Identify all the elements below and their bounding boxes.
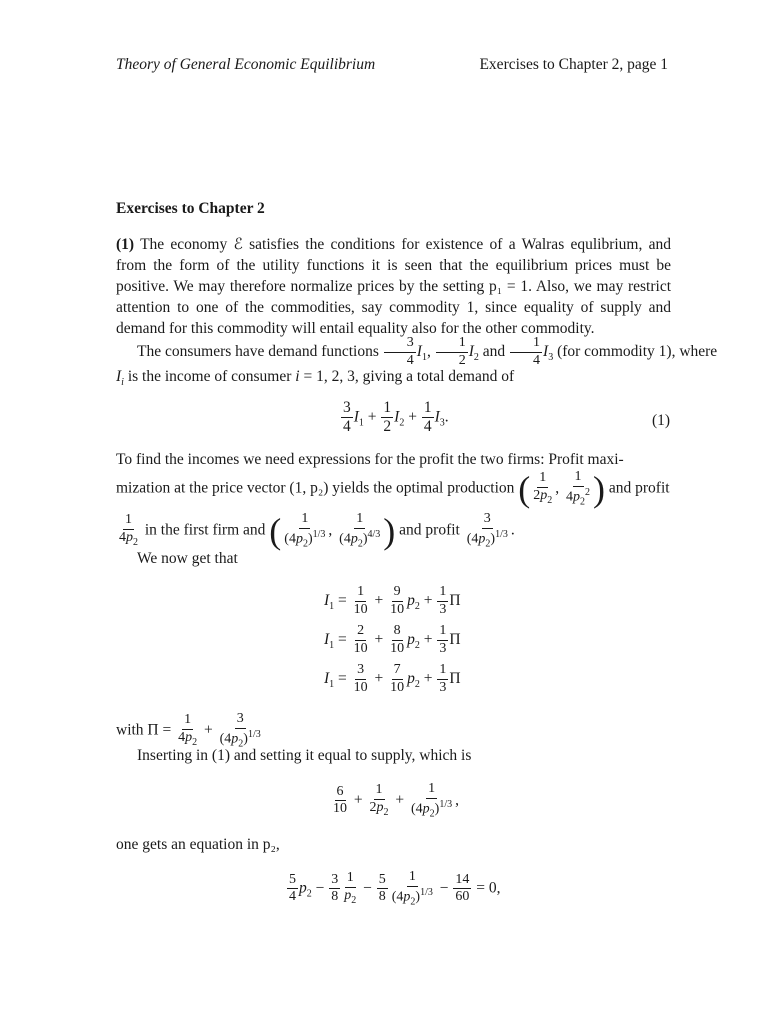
section-heading: Exercises to Chapter 2: [116, 200, 265, 217]
equation-supply: $\frac{6}{10}$ + $\frac{1}{2p_2}$ + $\frac{1}{(4p_2)^{1/3}}$ ,: [333, 781, 459, 820]
exercise-label: (1): [116, 236, 135, 253]
running-header-page: Exercises to Chapter 2, page 1: [479, 56, 668, 73]
paragraph-economy-text: The economy ℰ satisfies the conditions for existence of a Walras equlibrium, and from the form of the utility functions it is seen that the equilibrium prices must be positive. We may therefore normalize prices by the setting p₁ = 1. Also, we may restrict attention to one of the commodities, say commodity 1, since equality of supply and demand for this commodity will entail equality also for the other commodity.: [116, 236, 671, 337]
income-equation-3: $I_1$ = $\frac{3}{10}$ + $\frac{7}{10}$ $p_2$ + $\frac{1}{3}$ Π: [324, 662, 461, 695]
paragraph-economy: [116, 234, 671, 339]
demand-functions-line: The consumers have demand functions $\frac{3}{4}$ $I_1$, $\frac{1}{2}$ $I_2$ and $\frac{1}{4}$ $I_3$ (for commodity 1), where: [137, 335, 718, 368]
equation-total-demand: $\frac{3}{4}$ $I_1$ + $\frac{1}{2}$ $I_2$ + $\frac{1}{4}$ $I_3$.: [343, 399, 449, 436]
equation-intro: one gets an equation in p₂,: [116, 836, 280, 853]
income-equation-1: $I_1$ = $\frac{1}{10}$ + $\frac{9}{10}$ $p_2$ + $\frac{1}{3}$ Π: [324, 584, 461, 617]
income-definition-line: $I_i$ is the income of consumer i = 1, 2, 3, giving a total demand of: [116, 368, 515, 389]
equation-p2: $\frac{5}{4}$ $p_2$ − $\frac{3}{8}$ $\frac{1}{p_2}$ − $\frac{5}{8}$ $\frac{1}{(4p_2)^{1/3}}$ − $\frac{14}{60}$ = 0,: [289, 869, 501, 908]
profit-line-2: mization at the price vector (1, p₂) yields the optimal production ( $\frac{1}{2p_2}$ , $\frac{1}{4p_2^2}$ ) and profit: [116, 468, 670, 509]
running-header-title: Theory of General Economic Equilibrium: [116, 56, 376, 73]
inserting-line: Inserting in (1) and setting it equal to supply, which is: [137, 747, 472, 764]
equation-number: (1): [652, 412, 671, 429]
profit-line-3: $\frac{1}{4p_2}$ in the first firm and ( $\frac{1}{(4p_2)^{1/3}}$ , $\frac{1}{(4p_2)^{4/3}}$ ) and profit $\frac{3}{(4p_2)^{1/3}}$ .: [119, 510, 515, 551]
profit-line-1: To find the incomes we need expressions for the profit the two firms: Profit maxi-: [116, 451, 624, 468]
we-now-get: We now get that: [137, 550, 238, 567]
income-equation-2: $I_1$ = $\frac{2}{10}$ + $\frac{8}{10}$ $p_2$ + $\frac{1}{3}$ Π: [324, 623, 461, 656]
profit-sum-definition: with Π = $\frac{1}{4p_2}$ + $\frac{3}{(4p_2)^{1/3}}$: [116, 711, 261, 750]
